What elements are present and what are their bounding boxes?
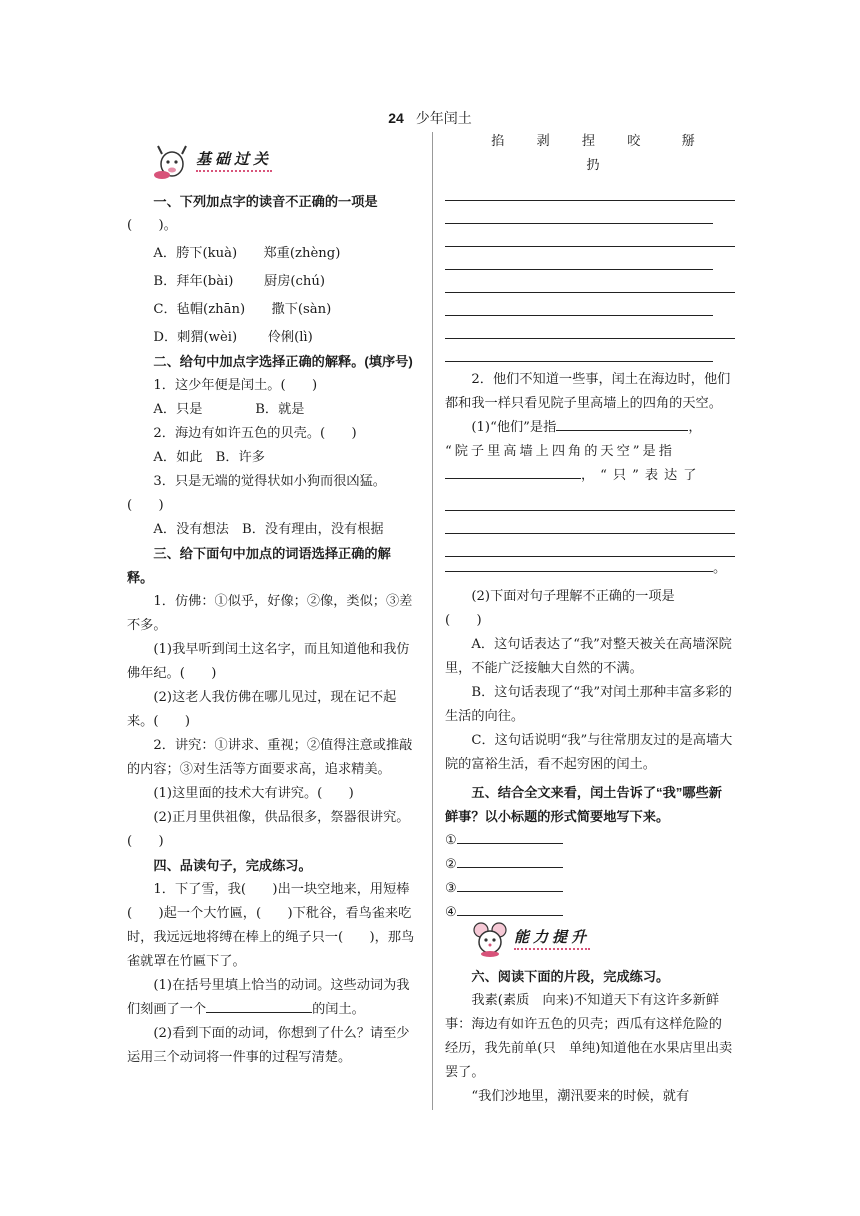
r2-item-1-end [445,557,735,581]
goat-mascot-icon [152,140,192,180]
question-5: 五、结合全文来看，闰土告诉了“我”哪些新鲜事？以小标题的形式简要地写下来。 [445,785,722,824]
q2-item-3: 3．只是无端的觉得状如小狗而很凶猛。 [153,474,386,489]
left-column [127,190,417,1070]
lesson-number: 24 [388,110,404,126]
answer-line[interactable] [445,511,735,534]
q4-item-1-post: 的闰土。 [312,1002,365,1017]
question-2: 二、给句中加点字选择正确的解释。(填序号) [153,354,413,369]
question-6: 六、阅读下面的片段，完成练习。 [471,969,670,984]
q1-option-b: B．拜年(bài) 厨房(chú) [153,274,326,289]
answer-blank[interactable] [457,891,563,892]
q5-answer-3 [445,877,735,901]
verb-list: 掐 剥 捏 咬 掰 扔 [491,134,737,173]
r2-option-c: C．这句话说明“我”与往常朋友过的是高墙大院的富裕生活，看不起穷困的闰土。 [445,733,733,772]
r2-option-b: B．这句话表现了“我”对闰土那种丰富多彩的生活的向往。 [445,685,732,724]
answer-line[interactable] [445,316,735,339]
lesson-name: 少年闰土 [415,111,472,127]
q4-item-1-pre: (1)在括号里填上恰当的动词。这些动词为我们刻画了一个 [127,978,410,1017]
marker-4: ④ [445,905,457,920]
answer-line[interactable] [445,339,713,362]
q1-option-d: D．刺猬(wèi) 伶俐(lì) [153,330,313,345]
q2-item-2-options: A．如此 B．许多 [153,450,265,465]
marker-3: ③ [445,881,457,896]
badge-label-advanced: 能力提升 [514,926,590,950]
q3-item-2a: (1)这里面的技术大有讲究。( ) [153,786,354,801]
question-3: 三、给下面句中加点的词语选择正确的解释。 [127,546,391,585]
answer-line[interactable] [445,270,735,293]
q4-passage: 1．下了雪，我( )出一块空地来，用短棒( )起一个大竹匾，( )下秕谷，看鸟雀来吃时，我远远地将缚在棒上的绳子只一( )，那鸟雀就罩在竹匾下了。 [127,882,415,969]
marker-1: ① [445,833,457,848]
q2-item-3-paren: ( ) [127,498,164,513]
r2-option-a: A．这句话表达了“我”对整天被关在高墙深院里，不能广泛接触大自然的不满。 [445,637,732,676]
section-badge-basic [152,140,272,180]
question-r2: 2．他们不知道一些事，闰土在海边时，他们都和我一样只看见院子里高墙上的四角的天空。 [445,372,731,411]
answer-line[interactable] [445,178,735,201]
q4-item-2: (2)看到下面的动词，你想到了什么？请至少运用三个动词将一件事的过程写清楚。 [127,1026,410,1065]
q1-option-a: A．胯下(kuà) 郑重(zhèng) [153,246,341,261]
badge-label-basic: 基础过关 [196,148,272,172]
r2-item-1-prefix: (1)“他们”是指 [471,420,557,435]
r2-item-2: (2)下面对句子理解不正确的一项是 [471,589,675,604]
mouse-mascot-icon [470,918,510,958]
question-1-paren: ( )。 [127,218,177,233]
q2-item-1-options: A．只是 B．就是 [153,402,305,417]
r2-item-1-line2: “院子里高墙上四角的天空”是指 [445,444,675,459]
r2-item-1-line1: (1)“他们”是指 ， [471,420,702,435]
q5-answer-2 [445,853,735,877]
column-divider [432,132,433,1110]
marker-2: ② [445,857,457,872]
answer-line[interactable] [445,488,735,511]
answer-blank[interactable] [457,843,563,844]
answer-blank[interactable] [445,478,581,479]
answer-blank[interactable] [445,571,713,572]
q5-answer-1 [445,829,735,853]
passage-paragraph-2: “我们沙地里，潮汛要来的时候，就有 [471,1089,690,1104]
q2-item-3-options: A．没有想法 B．没有理由，没有根据 [153,522,384,537]
q3-item-2: 2．讲究：①讲求、重视；②值得注意或推敲的内容；③对生活等方面要求高，追求精美。 [127,738,413,777]
passage-paragraph-1: 我素(素质 向来)不知道天下有这许多新鲜事：海边有如许五色的贝壳；西瓜有这样危险的经历，我先前单(只 单纯)知道他在水果店里出卖罢了。 [445,993,733,1080]
r2-item-2-paren: ( ) [445,613,482,628]
answer-blank[interactable] [457,867,563,868]
section-badge-advanced [470,918,590,958]
q2-item-1: 1．这少年便是闰土。( ) [153,378,318,393]
question-1: 一、下列加点字的读音不正确的一项是 [153,194,378,209]
r2-item-1-suffix: ，“只”表达了 [581,468,703,483]
answer-line[interactable] [445,224,735,247]
answer-line[interactable] [445,247,713,270]
lesson-title [0,108,860,128]
r2-item-1-line3 [445,464,735,488]
answer-blank[interactable] [457,915,563,916]
q4-answer-blank[interactable] [206,1012,312,1013]
q1-option-c: C．毡帽(zhān) 撒下(sàn) [153,302,332,317]
r2-end-mark: 。 [713,561,727,576]
answer-line[interactable] [445,534,735,557]
q3-item-1a: (1)我早听到闰土这名字，而且知道他和我仿佛年纪。( ) [127,642,410,681]
right-column [445,130,735,1109]
question-4: 四、品读句子，完成练习。 [153,858,312,873]
q4-item-1 [127,974,417,1022]
answer-line[interactable] [445,293,713,316]
answer-line[interactable] [445,201,713,224]
q3-item-1b: (2)这老人我仿佛在哪儿见过，现在记不起来。( ) [127,690,397,729]
answer-blank[interactable] [556,430,688,431]
q3-item-2b: (2)正月里供祖像，供品很多，祭器很讲究。( ) [127,810,410,849]
q2-item-2: 2．海边有如许五色的贝壳。( ) [153,426,357,441]
q3-item-1: 1．仿佛：①似乎，好像；②像，类似；③差不多。 [127,594,413,633]
